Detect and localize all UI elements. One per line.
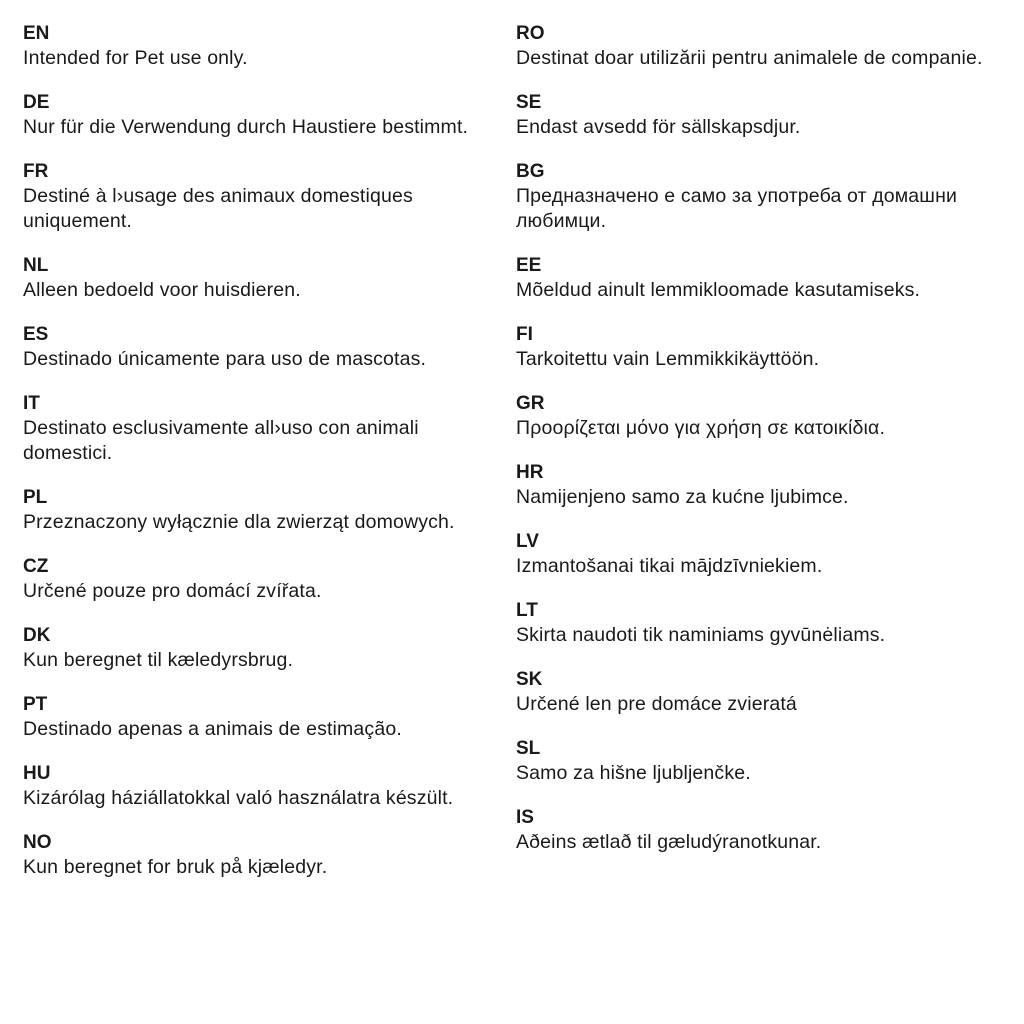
language-text: Izmantošanai tikai mājdzīvniekiem. bbox=[516, 555, 823, 577]
language-text: Kizárólag háziállatokkal való használatra készült. bbox=[23, 787, 454, 809]
language-text: Intended for Pet use only. bbox=[23, 47, 248, 69]
language-code: BG bbox=[516, 161, 545, 182]
language-code: PT bbox=[23, 694, 48, 715]
language-entry-cz bbox=[23, 554, 493, 604]
language-code: ES bbox=[23, 324, 49, 345]
language-code: NO bbox=[23, 832, 52, 853]
language-entry-pl bbox=[23, 485, 493, 535]
language-text: Namijenjeno samo za kućne ljubimce. bbox=[516, 486, 849, 508]
language-code: LV bbox=[516, 531, 539, 552]
language-text: Przeznaczony wyłącznie dla zwierząt domowych. bbox=[23, 511, 455, 533]
language-code: SL bbox=[516, 738, 541, 759]
language-code: IT bbox=[23, 393, 40, 414]
language-text: Tarkoitettu vain Lemmikkikäyttöön. bbox=[516, 348, 820, 370]
language-text: Destinato esclusivamente all›uso con animali domestici. bbox=[23, 417, 419, 464]
language-code: HR bbox=[516, 462, 544, 483]
language-code: EN bbox=[23, 23, 50, 44]
language-code: RO bbox=[516, 23, 545, 44]
language-entry-hu bbox=[23, 761, 493, 811]
language-text: Kun beregnet for bruk på kjæledyr. bbox=[23, 856, 328, 878]
language-entry-ro bbox=[516, 21, 1016, 71]
language-text: Nur für die Verwendung durch Haustiere bestimmt. bbox=[23, 116, 469, 138]
language-text: Endast avsedd för sällskapsdjur. bbox=[516, 116, 801, 138]
language-code: PL bbox=[23, 487, 48, 508]
language-text: Skirta naudoti tik naminiams gyvūnėliams. bbox=[516, 624, 886, 646]
language-entry-bg bbox=[516, 159, 1016, 234]
language-code: FI bbox=[516, 324, 533, 345]
language-entry-en bbox=[23, 21, 493, 71]
language-text: Určené len pre domáce zvieratá bbox=[516, 693, 797, 715]
language-text: Προορίζεται μόνο για χρήση σε κατοικίδια. bbox=[516, 417, 886, 439]
language-text: Samo za hišne ljubljenčke. bbox=[516, 762, 751, 784]
language-text: Destinado apenas a animais de estimação. bbox=[23, 718, 402, 740]
language-code: DE bbox=[23, 92, 50, 113]
language-entry-sk bbox=[516, 667, 1016, 717]
right-column bbox=[516, 21, 1016, 874]
language-text: Destinat doar utilizării pentru animalele de companie. bbox=[516, 47, 983, 69]
language-entry-it bbox=[23, 391, 493, 466]
language-text: Alleen bedoeld voor huisdieren. bbox=[23, 279, 301, 301]
language-entry-fr bbox=[23, 159, 493, 234]
language-text: Kun beregnet til kæledyrsbrug. bbox=[23, 649, 294, 671]
language-entry-lv bbox=[516, 529, 1016, 579]
language-entry-hr bbox=[516, 460, 1016, 510]
language-code: CZ bbox=[23, 556, 49, 577]
language-code: SE bbox=[516, 92, 542, 113]
language-code: SK bbox=[516, 669, 543, 690]
language-code: LT bbox=[516, 600, 538, 621]
language-entry-gr bbox=[516, 391, 1016, 441]
language-code: DK bbox=[23, 625, 51, 646]
language-entry-pt bbox=[23, 692, 493, 742]
language-entry-dk bbox=[23, 623, 493, 673]
language-text: Destiné à l›usage des animaux domestiques uniquement. bbox=[23, 185, 413, 232]
language-entry-fi bbox=[516, 322, 1016, 372]
language-text: Mõeldud ainult lemmikloomade kasutamiseks. bbox=[516, 279, 921, 301]
language-entry-lt bbox=[516, 598, 1016, 648]
language-text: Предназначено е само за употреба от домашни любимци. bbox=[516, 185, 958, 232]
language-entry-ee bbox=[516, 253, 1016, 303]
language-entry-es bbox=[23, 322, 493, 372]
language-code: IS bbox=[516, 807, 534, 828]
language-code: HU bbox=[23, 763, 51, 784]
language-code: NL bbox=[23, 255, 49, 276]
language-entry-is bbox=[516, 805, 1016, 855]
language-entry-sl bbox=[516, 736, 1016, 786]
language-text: Destinado únicamente para uso de mascotas. bbox=[23, 348, 427, 370]
language-entry-nl bbox=[23, 253, 493, 303]
language-code: GR bbox=[516, 393, 545, 414]
language-code: EE bbox=[516, 255, 542, 276]
language-entry-no bbox=[23, 830, 493, 880]
language-entry-se bbox=[516, 90, 1016, 140]
language-entry-de bbox=[23, 90, 493, 140]
left-column bbox=[23, 21, 493, 899]
language-text: Určené pouze pro domácí zvířata. bbox=[23, 580, 322, 602]
language-text: Aðeins ætlað til gæludýranotkunar. bbox=[516, 831, 822, 853]
language-code: FR bbox=[23, 161, 49, 182]
